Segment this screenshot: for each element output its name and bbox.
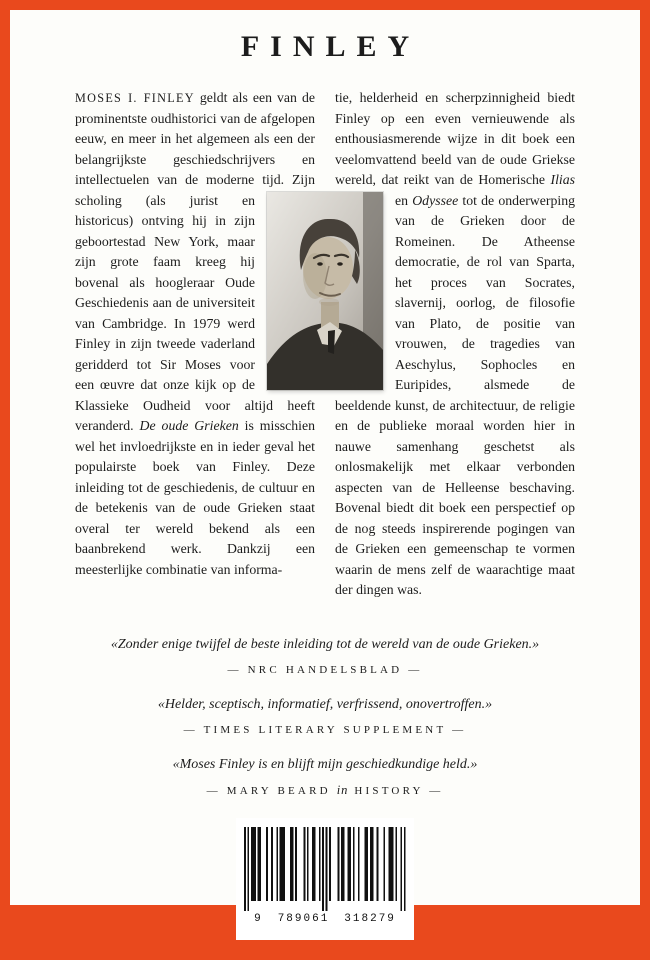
- quote-text: «Moses Finley is en blijft mijn geschiedkundige held.»: [172, 756, 478, 772]
- quote-source: — NRC HANDELSBLAD —: [227, 663, 423, 676]
- ilias-italic: Ilias: [550, 172, 575, 187]
- barcode-bars: [244, 827, 406, 911]
- author-name-lead: MOSES I. FINLEY: [75, 91, 195, 105]
- press-quote-2: [10, 695, 640, 737]
- press-quotes: [10, 635, 640, 798]
- blurb-left-seg3: is misschien wel het invloedrijkste en in ieder geval het populairste boek van Finley. Deze inleiding tot de geschiedenis, de cultuur en de betekenis van de oude Grieken staat overal ter wereld bekend als een baanbrekend werk. Dankzij een meesterlijke combinatie van informa-: [75, 418, 315, 577]
- quote-source: — TIMES LITERARY SUPPLEMENT —: [183, 723, 467, 736]
- quote-text: «Zonder enige twijfel de beste inleiding tot de wereld van de oude Grieken.»: [110, 636, 540, 652]
- press-quote-1: [10, 635, 640, 677]
- blurb-right-seg2: tot de: [458, 192, 499, 208]
- barcode-left-digits: 789061: [277, 913, 330, 925]
- quote-source-prefix: — MARY BEARD: [206, 784, 337, 797]
- barcode-right-digits: 318279: [344, 913, 396, 925]
- author-photo-illustration: [267, 192, 383, 390]
- blurb-left-seg1: geldt als een van de prominentste oudhistorici van de afgelopen eeuw, en meer in het algemeen als een der belangrijkste geschiedschrijvers en intellectuelen van de moderne tijd. Zijn scholing: [75, 90, 316, 208]
- barcode-digits: [254, 913, 396, 925]
- blurb-right-seg1: tie, helderheid en scherpzinnigheid biedt Finley op een even vernieuwende als enthousiasmerende wijze in dit boek een veelomvattend beeld van de oude Griekse wereld, dat reikt van de Homerische: [335, 90, 575, 187]
- barcode-prefix: 9: [254, 913, 263, 925]
- quote-source-in: in: [336, 782, 349, 797]
- quote-text: «Helder, sceptisch, informatief, verfrissend, onovertroffen.»: [157, 696, 493, 712]
- barcode-box: [236, 818, 414, 940]
- press-quote-3: [10, 755, 640, 798]
- page-title: FINLEY: [240, 30, 421, 63]
- book-title-italic: De oude Grieken: [139, 418, 239, 433]
- odyssee-italic: Odyssee: [412, 192, 459, 208]
- quote-source-suffix: HISTORY —: [348, 784, 444, 797]
- blurb-right-conj: en: [395, 192, 413, 208]
- author-photo: [267, 192, 383, 390]
- cover-paper: [10, 10, 640, 905]
- blurb-right-seg3: onderwerping van de Grieken door de Romeinen. De Atheense democratie, de rol van Sparta, het proces van Socrates, slavernij, oorlog, de filosofie van Plato, de positie van vrouwen, de tragedies van Aeschylus, Sophocles en Euripides, alsmede de beeldende kunst, de architectuur, de religie en de publieke moraal worden hier in nauwe samenhang geschetst als onlosmakelijk met elkaar verbonden aspecten van de Helleense beschaving. Bovenal biedt dit boek een perspectief op de nog steeds inspirerende pogingen van de Grieken een gemeenschap te vormen waarin de mens zelf de waarachtige maat der dingen was.: [335, 192, 575, 597]
- quote-source: [10, 783, 640, 798]
- blurb-left-seg2: (als jurist en historicus) ontving hij in zijn geboortestad New York, maar zijn grote faam kreeg hij bovenal als hoogleraar Oude Geschiedenis aan de universiteit van Cambridge. In 1979 werd Finley in zijn tweede vaderland geridderd tot Sir Moses voor een œuvre dat onze kijk op de Klassieke Oudheid voor altijd heeft veranderd.: [75, 192, 315, 433]
